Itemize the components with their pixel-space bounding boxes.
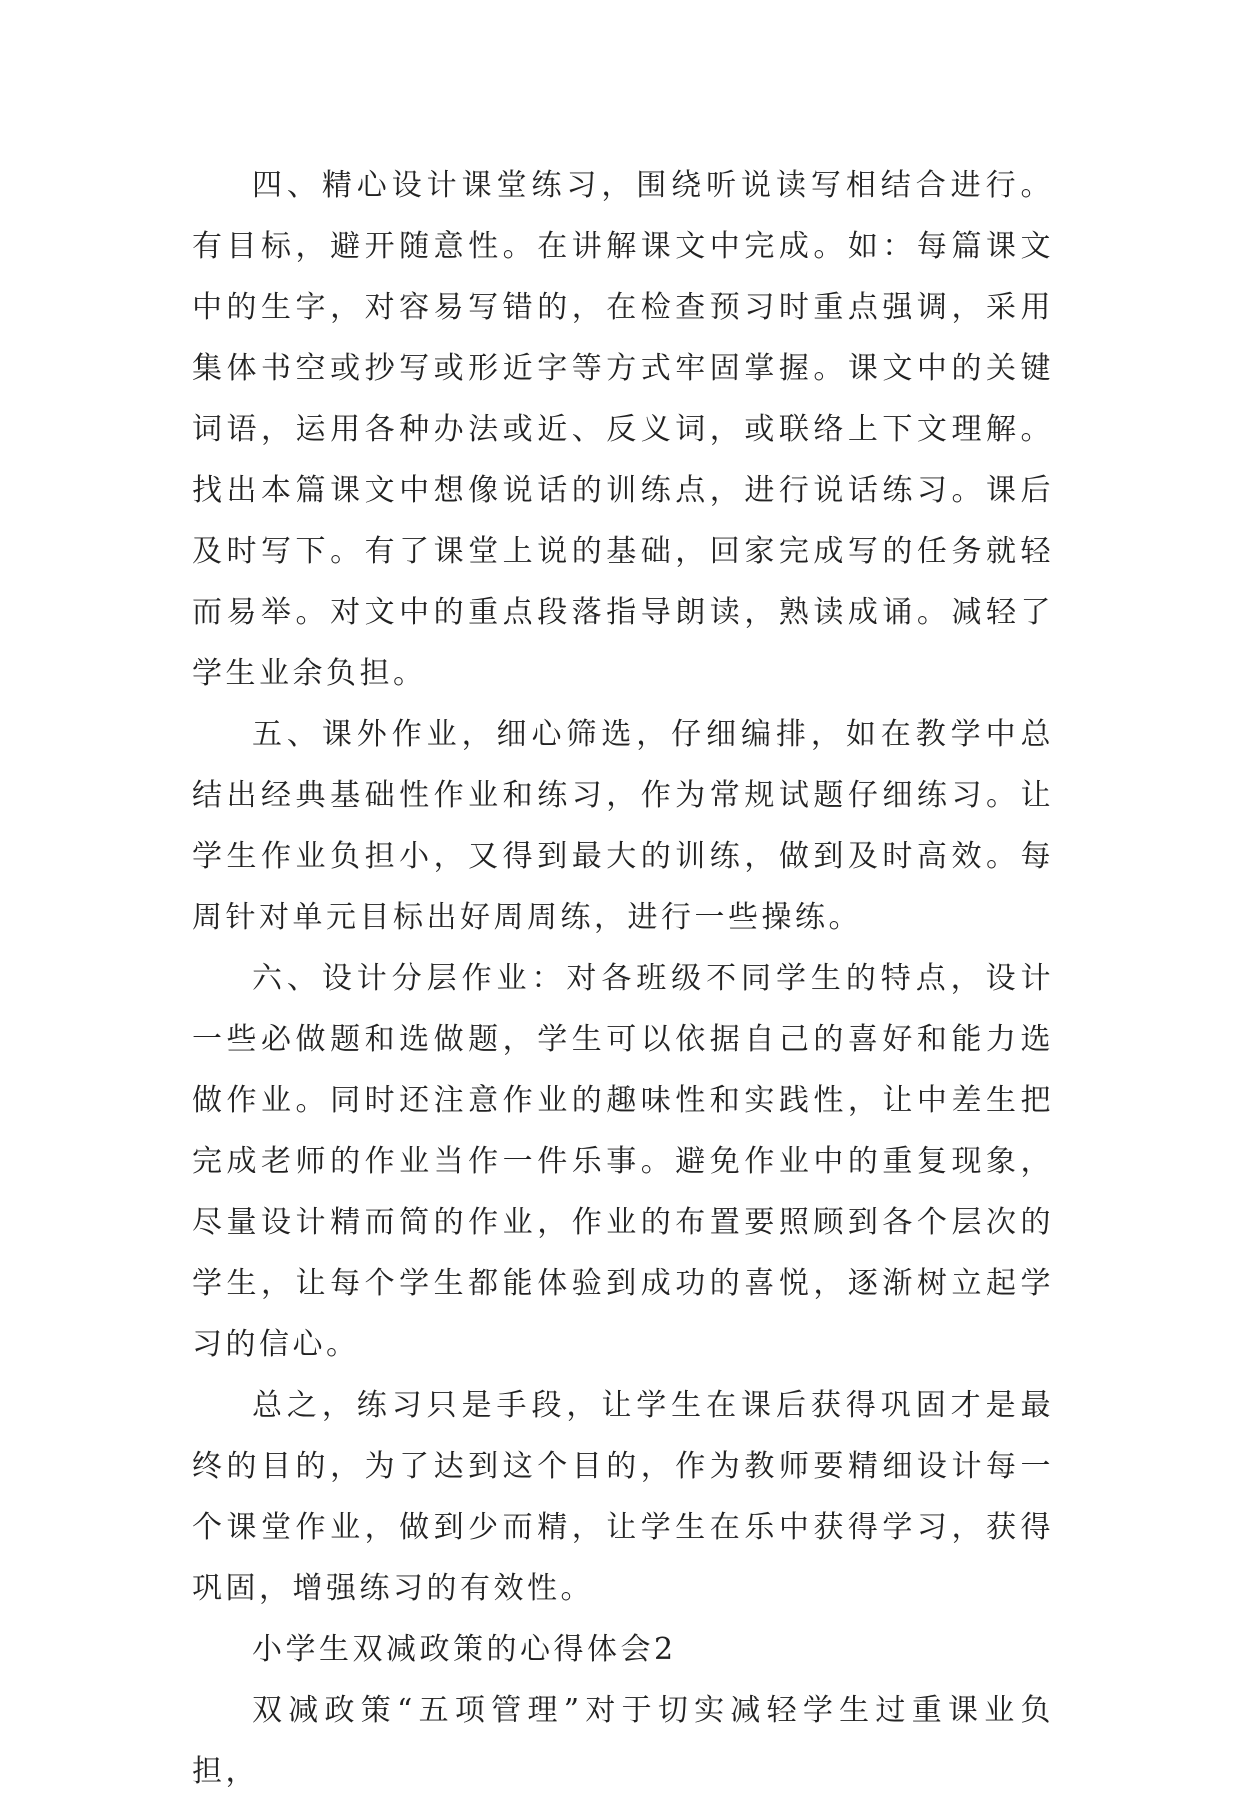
paragraph-4: 四、精心设计课堂练习，围绕听说读写相结合进行。有目标，避开随意性。在讲解课文中完成。如：每篇课文中的生字，对容易写错的，在检查预习时重点强调，采用集体书空或抄写或形近字等方式牢固掌握。课文中的关键词语，运用各种办法或近、反义词，或联络上下文理解。找出本篇课文中想像说话的训练点，进行说话练习。课后及时写下。有了课堂上说的基础，回家完成写的任务就轻而易举。对文中的重点段落指导朗读，熟读成诵。减轻了学生业余负担。 [192,168,1054,691]
paragraph-summary: 总之，练习只是手段，让学生在课后获得巩固才是最终的目的，为了达到这个目的，作为教师要精细设计每一个课堂作业，做到少而精，让学生在乐中获得学习，获得巩固，增强练习的有效性。 [192,1388,1054,1606]
section-title: 小学生双减政策的心得体会2 [252,1632,677,1667]
paragraph-6: 六、设计分层作业：对各班级不同学生的特点，设计一些必做题和选做题，学生可以依据自己的喜好和能力选做作业。同时还注意作业的趣味性和实践性，让中差生把完成老师的作业当作一件乐事。避免作业中的重复现象，尽量设计精而简的作业，作业的布置要照顾到各个层次的学生，让每个学生都能体验到成功的喜悦，逐渐树立起学习的信心。 [192,961,1054,1362]
document-body [192,155,1054,1802]
paragraph-5: 五、课外作业，细心筛选，仔细编排，如在教学中总结出经典基础性作业和练习，作为常规试题仔细练习。让学生作业负担小，又得到最大的训练，做到及时高效。每周针对单元目标出好周周练，进行一些操练。 [192,717,1054,935]
paragraph-next: 双减政策“五项管理”对于切实减轻学生过重课业负担， [192,1693,1054,1789]
